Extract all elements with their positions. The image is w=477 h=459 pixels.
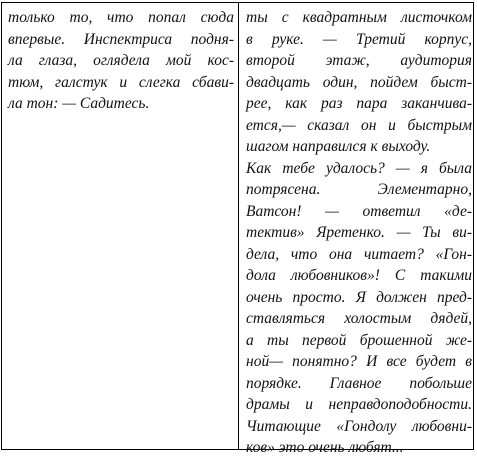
right-line: ков» это очень любят...: [246, 439, 404, 456]
right-line: рее, как раз пара заканчива-: [246, 95, 472, 112]
right-line: порядке. Главное побольше: [246, 374, 472, 392]
right-line: шагом направился к выходу.: [246, 138, 431, 155]
right-line: второй этаж, аудитория: [246, 52, 472, 69]
left-line: только то, что попал сюда: [8, 9, 234, 26]
right-line: дола любовников»! С такими: [246, 267, 472, 284]
left-cell: [8, 7, 234, 115]
left-line: ла тон: — Садитесь.: [8, 95, 150, 112]
left-line: тюм, галстук и слегка сбави-: [8, 73, 234, 91]
right-line: дела, что она читает? «Гон-: [246, 245, 472, 263]
right-line: драмы и неправдоподобности.: [246, 396, 472, 413]
right-line: очень просто. Я должен пред-: [246, 288, 472, 306]
text-table: [1, 2, 474, 456]
right-line: Как тебе удалось? — я была: [246, 159, 472, 177]
left-line: ла глаза, оглядела мой кос-: [8, 52, 234, 69]
right-line: в руке. — Третий корпус,: [246, 30, 472, 48]
right-line: ты с квадратным листочком: [246, 9, 472, 26]
right-line: ной— понятно? И все будет в: [246, 353, 472, 370]
right-line: ставляться холостым дядей,: [246, 310, 472, 327]
left-line: впервые. Инспектриса подня-: [8, 30, 234, 48]
right-line: Ватсон! — ответил «де-: [246, 202, 472, 220]
right-line: двадцать один, пойдем быст-: [246, 73, 472, 91]
right-cell: [246, 7, 472, 459]
right-line: ется,— сказал он и быстрым: [246, 116, 472, 134]
right-line: Читающие «Гондолу любовни-: [246, 417, 472, 435]
right-line: а ты первой брошенной же-: [246, 331, 472, 349]
right-line: тектив» Яретенко. — Ты ви-: [246, 224, 472, 241]
column-divider: [238, 3, 239, 449]
right-line: потрясена. Элементарно,: [246, 181, 472, 198]
